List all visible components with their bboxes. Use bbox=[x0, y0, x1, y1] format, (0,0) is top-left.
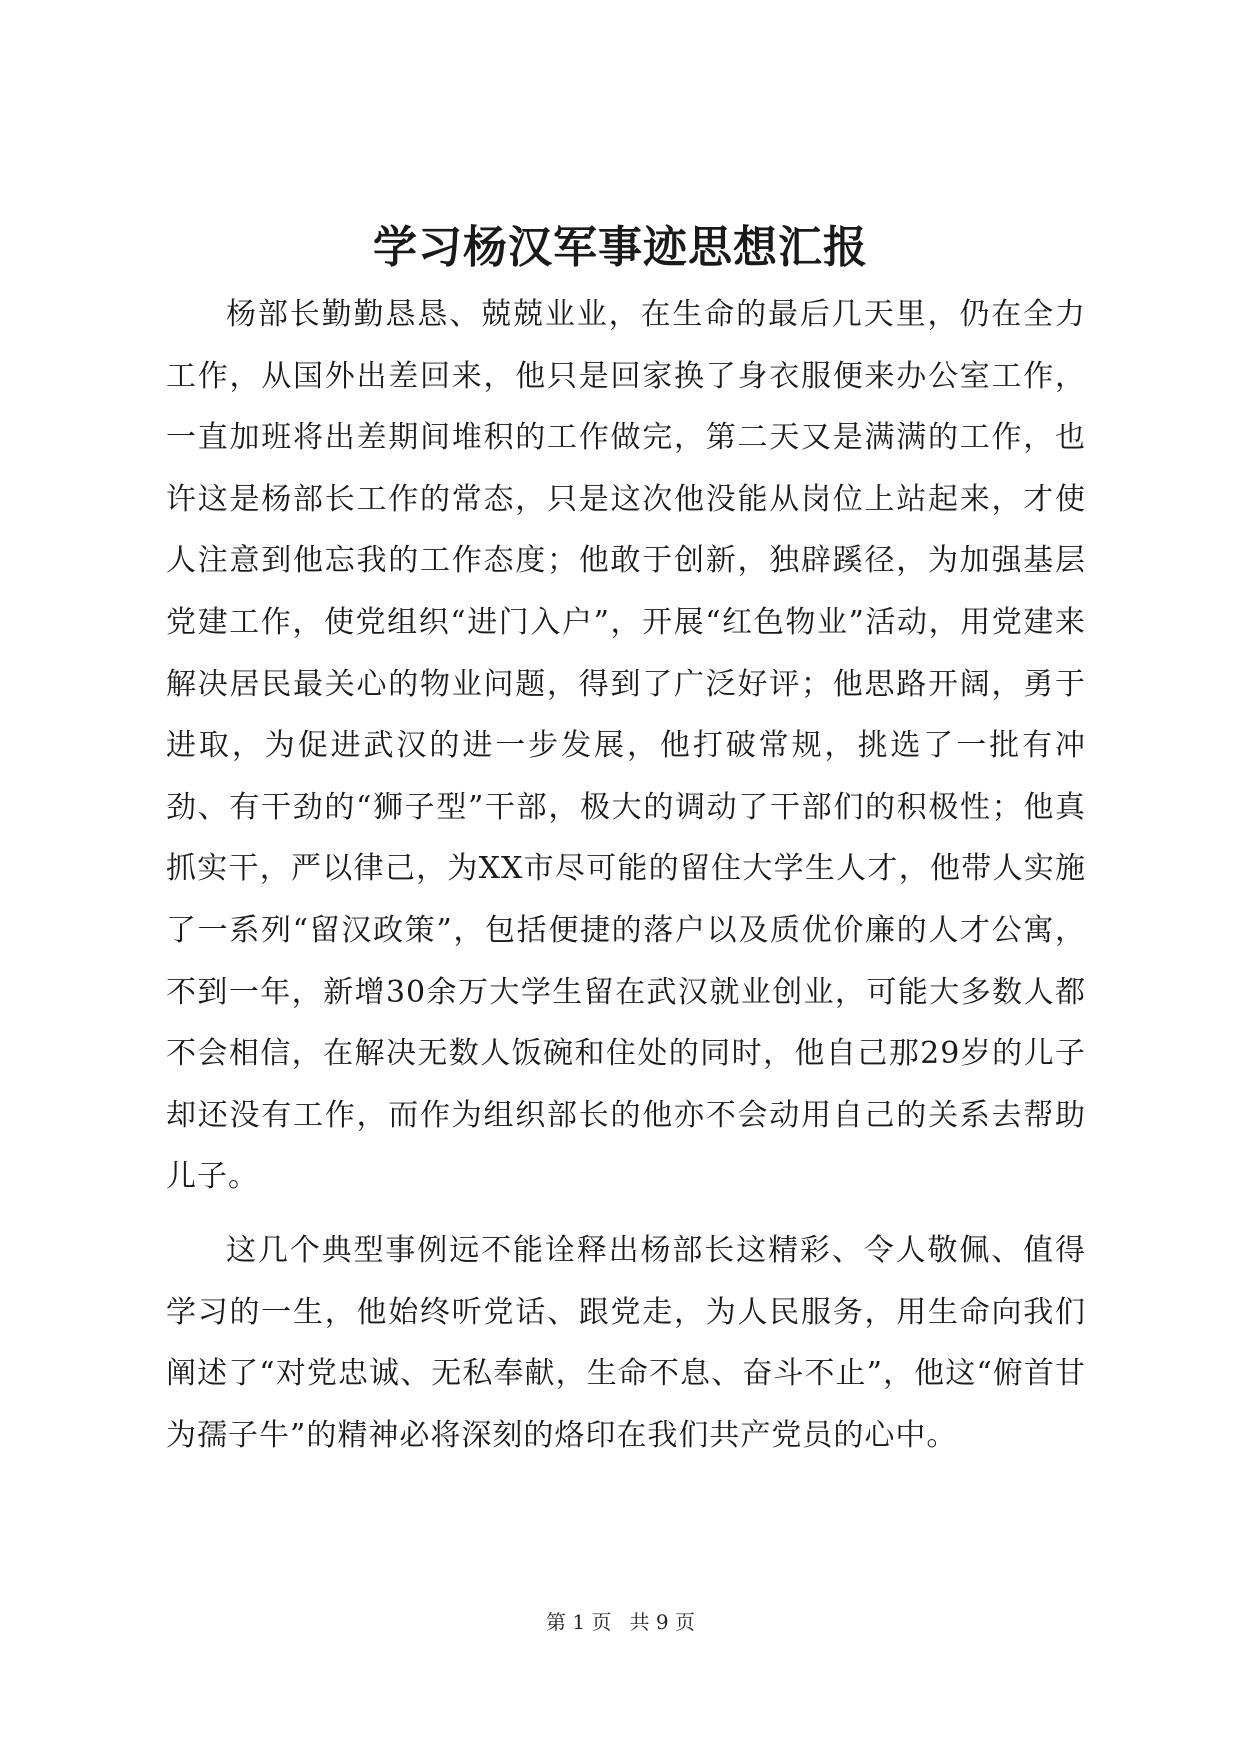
page-footer bbox=[0, 1608, 1241, 1636]
document-title: 学习杨汉军事迹思想汇报 bbox=[373, 222, 868, 273]
page-number: 第 1 页 bbox=[546, 1610, 612, 1634]
paragraph-2: 这几个典型事例远不能诠释出杨部长这精彩、令人敬佩、值得学习的一生，他始终听党话、跟党走，为人民服务，用生命向我们阐述了“对党忠诚、无私奉献，生命不息、奋斗不止”，他这“俯首甘为孺子牛”的精神必将深刻的烙印在我们共产党员的心中。 bbox=[166, 1232, 1086, 1453]
paragraph-1: 杨部长勤勤恳恳、兢兢业业，在生命的最后几天里，仍在全力工作，从国外出差回来，他只是回家换了身衣服便来办公室工作，一直加班将出差期间堆积的工作做完，第二天又是满满的工作，也许这是杨部长工作的常态，只是这次他没能从岗位上站起来，才使人注意到他忘我的工作态度；他敢于创新，独辟蹊径，为加强基层党建工作，使党组织“进门入户”，开展“红色物业”活动，用党建来解决居民最关心的物业问题，得到了广泛好评；他思路开阔，勇于进取，为促进武汉的进一步发展，他打破常规，挑选了一批有冲劲、有干劲的“狮子型”干部，极大的调动了干部们的积极性；他真抓实干，严以律己，为XX市尽可能的留住大学生人才，他带人实施了一系列“留汉政策”，包括便捷的落户以及质优价廉的人才公寓，不到一年，新增30余万大学生留在武汉就业创业，可能大多数人都不会相信，在解决无数人饭碗和住处的同时，他自己那29岁的儿子却还没有工作，而作为组织部长的他亦不会动用自己的关系去帮助儿子。 bbox=[166, 297, 1086, 1195]
document-body bbox=[166, 284, 1086, 1466]
page-total: 共 9 页 bbox=[629, 1610, 695, 1634]
